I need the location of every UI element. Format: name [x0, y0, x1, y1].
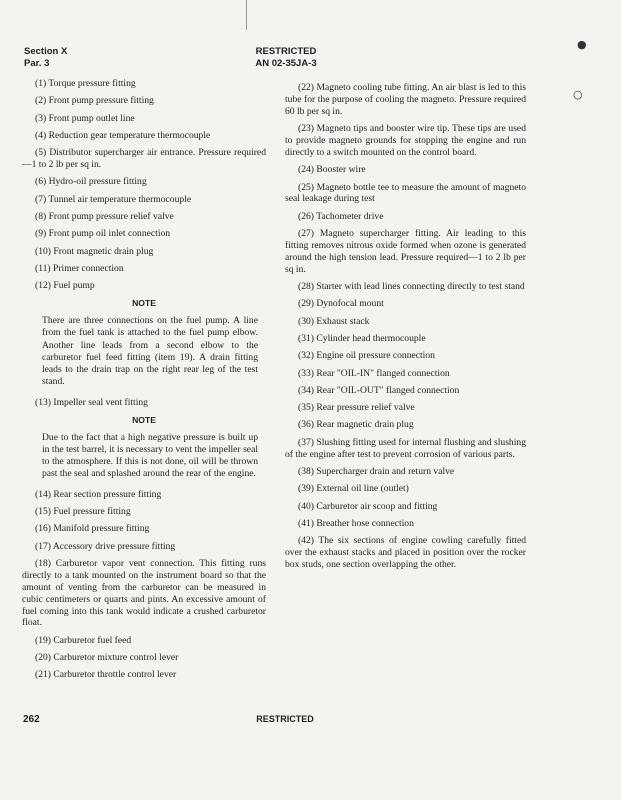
list-item: (41) Breather hose connection: [298, 517, 414, 529]
list-item: (9) Front pump oil inlet connection: [35, 228, 171, 240]
list-item: (3) Front pump outlet line: [35, 112, 135, 124]
section-header: [24, 46, 67, 70]
list-item: (37) Slushing fitting used for internal flushing and slushing of the engine after test to prevent corrosion of various parts.: [285, 436, 526, 460]
right-column: [285, 82, 526, 576]
note-text: Due to the fact that a high negative pressure is built up in the test barrel, it is necessary to vent the impeller seal to the atmosphere. If this is not done, oil will be thrown past the seal and splashed around the rear of the engine.: [42, 431, 258, 480]
document-header: [241, 46, 331, 70]
list-item: (26) Tachometer drive: [298, 210, 384, 222]
list-item: (34) Rear "OIL-OUT" flanged connection: [298, 384, 460, 396]
list-item: (40) Carburetor air scoop and fitting: [298, 500, 438, 512]
list-item: (25) Magneto bottle tee to measure the amount of magneto seal leakage during test: [285, 181, 526, 205]
list-item: (16) Manifold pressure fitting: [35, 523, 150, 535]
page-number: 262: [23, 714, 40, 725]
classification-label: RESTRICTED: [255, 46, 317, 57]
list-item: (20) Carburetor mixture control lever: [35, 652, 179, 664]
list-item: (33) Rear "OIL-IN" flanged connection: [298, 367, 450, 379]
footer-classification: RESTRICTED: [256, 714, 314, 724]
list-item: (13) Impeller seal vent fitting: [35, 396, 148, 408]
list-item: (30) Exhaust stack: [298, 315, 370, 327]
list-item: (29) Dynofocal mount: [298, 298, 384, 310]
fold-mark: [246, 0, 247, 30]
list-item: (24) Booster wire: [298, 164, 366, 176]
list-item: (35) Rear pressure relief valve: [298, 402, 415, 414]
list-item: (28) Starter with lead lines connecting directly to test stand: [298, 281, 525, 293]
paragraph-label: Par. 3: [24, 58, 50, 69]
item-list: [22, 489, 266, 682]
list-item: (42) The six sections of engine cowling carefully fitted over the exhaust stacks and placed in position over the rocker box studs, one section overlapping the other.: [285, 535, 526, 570]
item-list: [285, 82, 526, 571]
list-item: (36) Rear magnetic drain plug: [298, 419, 414, 431]
list-item: (10) Front magnetic drain plug: [35, 245, 154, 257]
list-item: (6) Hydro-oil pressure fitting: [35, 176, 147, 188]
list-item: (31) Cylinder head thermocouple: [298, 332, 426, 344]
note-title: NOTE: [132, 298, 156, 309]
list-item: (1) Torque pressure fitting: [35, 78, 136, 89]
left-column: [22, 78, 266, 687]
list-item: (15) Fuel pressure fitting: [35, 506, 131, 518]
list-item: (2) Front pump pressure fitting: [35, 95, 154, 107]
list-item: (32) Engine oil pressure connection: [298, 350, 435, 362]
list-item: (17) Accessory drive pressure fitting: [35, 540, 176, 552]
list-item: (11) Primer connection: [35, 262, 124, 274]
list-item: (21) Carburetor throttle control lever: [35, 669, 177, 681]
list-item: (38) Supercharger drain and return valve: [298, 465, 455, 477]
list-item: (23) Magneto tips and booster wire tip. These tips are used to provide magneto grounds for stopping the engine and run directly to a switch mounted on the control board.: [285, 123, 526, 158]
section-label: Section X: [24, 46, 68, 57]
note-title: NOTE: [132, 414, 156, 425]
list-item: (18) Carburetor vapor vent connection. This fitting runs directly to a tank mounted on the instrument board so that the amount of venting from the carburetor can be measured in cubic centimeters or quarts and pints. An excessive amount of fuel coming into this tank would indicate a crushed carburetor float.: [22, 557, 266, 629]
list-item: (39) External oil line (outlet): [298, 483, 409, 495]
list-item: (5) Distributor supercharger air entrance. Pressure required—1 to 2 lb per sq in.: [22, 147, 266, 171]
list-item: (19) Carburetor fuel feed: [35, 634, 132, 646]
list-item: (27) Magneto supercharger fitting. Air leading to this fitting removes nitrous oxide formed when ozone is generated around the high tension lead. Pressure required—1 to 2 lb per sq in.: [285, 228, 526, 275]
document-number: AN 02-35JA-3: [255, 58, 317, 69]
note-text: There are three connections on the fuel pump. A line from the fuel tank is attached to the fuel pump elbow. Another line leads from a second elbow to the carburetor fuel feed fitting (item 19). A drain fitting leads to the drain trap on the right rear leg of the test stand.: [42, 314, 258, 388]
list-item: (4) Reduction gear temperature thermocouple: [35, 129, 211, 141]
binder-hole-icon: ●: [577, 38, 587, 51]
binder-hole-icon: ○: [573, 88, 583, 101]
list-item: (7) Tunnel air temperature thermocouple: [35, 193, 192, 205]
item-list: [22, 78, 266, 292]
list-item: (8) Front pump pressure relief valve: [35, 210, 174, 222]
list-item: (14) Rear section pressure fitting: [35, 488, 162, 500]
list-item: (12) Fuel pump: [35, 280, 95, 292]
list-item: (22) Magneto cooling tube fitting. An air blast is led to this tube for the purpose of cooling the magneto. Pressure required 60 lb per sq in.: [285, 82, 526, 117]
